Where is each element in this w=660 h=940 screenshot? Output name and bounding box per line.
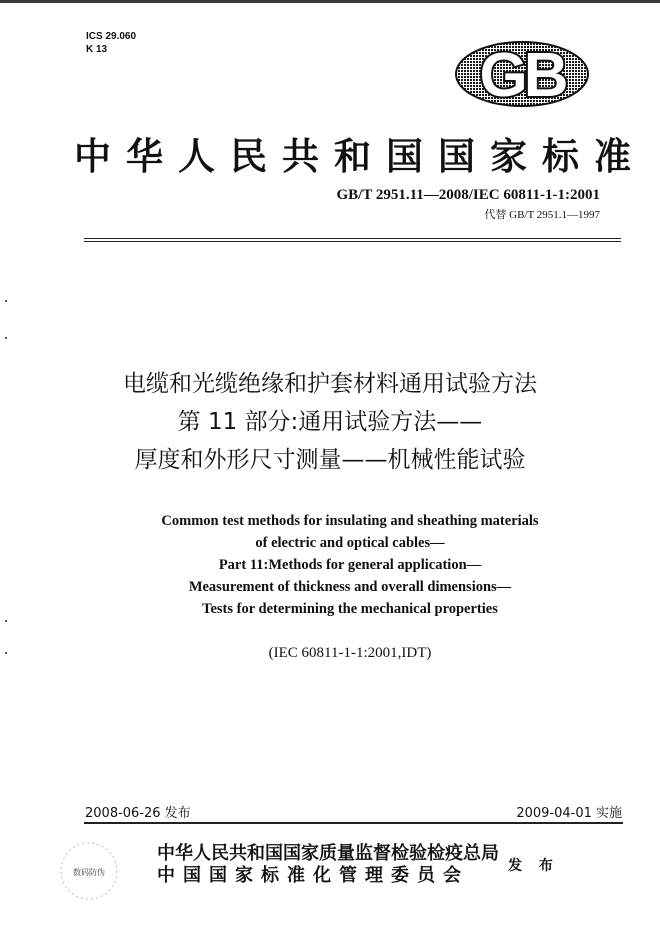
en-title-line-1: Common test methods for insulating and sheathing materials xyxy=(161,513,539,529)
authority-sac: 中国国家标准化管理委员会 xyxy=(157,865,469,886)
anti-counterfeit-seal xyxy=(58,840,120,902)
classification-codes xyxy=(86,30,136,56)
cn-title-line-1: 电缆和光缆绝缘和护套材料通用试验方法 xyxy=(123,371,537,397)
seal-text: 数码防伪 xyxy=(73,868,105,877)
en-title-line-3: Part 11:Methods for general application— xyxy=(218,557,482,573)
cn-title-line-2: 第 11 部分:通用试验方法—— xyxy=(177,409,483,435)
en-title-line-2: of electric and optical cables— xyxy=(255,535,445,551)
chinese-document-title xyxy=(0,365,660,479)
authority-aqsiq: 中华人民共和国国家质量监督检验检疫总局 xyxy=(157,843,499,864)
cn-title-line-3: 厚度和外形尺寸测量——机械性能试验 xyxy=(134,447,526,473)
scan-mark xyxy=(5,620,7,622)
divider-upper xyxy=(84,238,621,239)
national-standard-title: 中华人民共和国国家标准 xyxy=(74,134,646,178)
scan-mark xyxy=(5,337,7,339)
scan-mark xyxy=(5,300,7,302)
en-title-line-4: Measurement of thickness and overall dimensions— xyxy=(188,579,512,595)
gb-logo-text: GB xyxy=(479,41,565,108)
gb-logo xyxy=(455,40,590,108)
divider-upper-second xyxy=(84,241,621,242)
divider-lower xyxy=(84,822,623,824)
implementation-date: 2009-04-01 实施 xyxy=(516,806,622,821)
top-border xyxy=(0,0,660,3)
issue-date: 2008-06-26 发布 xyxy=(85,806,191,821)
publish-label: 发 布 xyxy=(508,858,559,874)
standard-number: GB/T 2951.11—2008/IEC 60811-1-1:2001 xyxy=(336,187,600,203)
ics-code: ICS 29.060 xyxy=(86,31,137,42)
en-title-line-5: Tests for determining the mechanical properties xyxy=(202,601,498,617)
adoption-statement: (IEC 60811-1-1:2001,IDT) xyxy=(268,645,432,661)
issuing-authorities xyxy=(157,843,499,887)
replaces-standard: 代替 GB/T 2951.1—1997 xyxy=(484,209,600,221)
english-document-title xyxy=(0,510,660,620)
scan-mark xyxy=(5,652,7,654)
ccs-code: K 13 xyxy=(86,44,108,55)
